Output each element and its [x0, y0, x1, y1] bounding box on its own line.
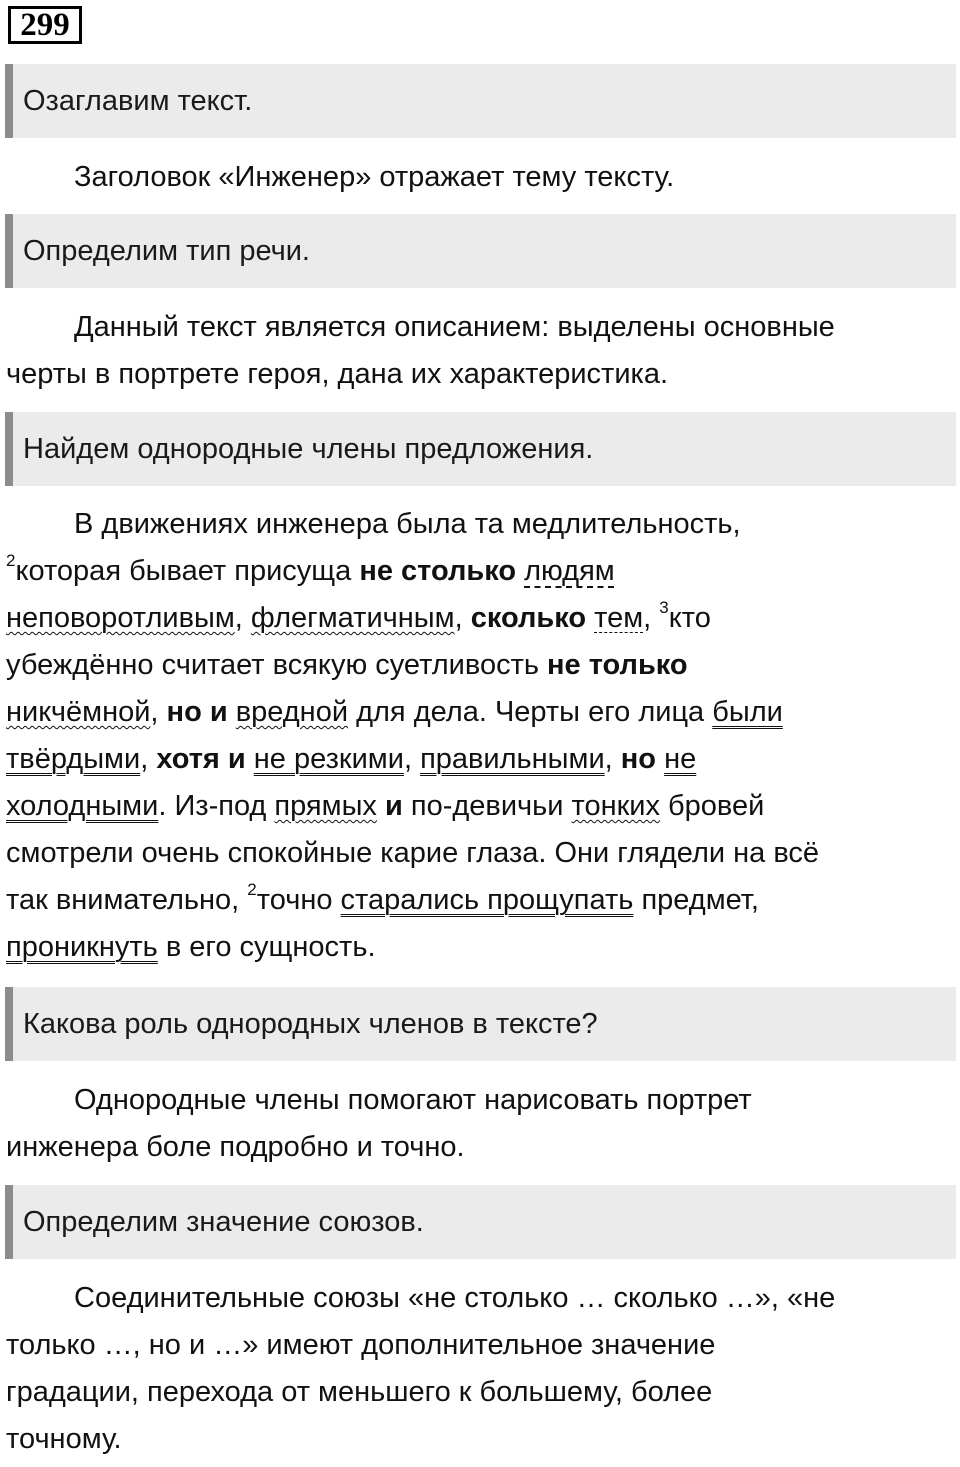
answer-speech-type: [6, 304, 941, 398]
text-fragment: [246, 743, 254, 775]
text-fragment: бровей: [660, 790, 765, 822]
text-fragment: ,: [234, 602, 251, 634]
predicate-word: не: [664, 743, 697, 775]
text-fragment: точно: [256, 884, 341, 916]
clause-number: 3: [659, 598, 669, 617]
answer-speech-type-line-2: черты в портрете героя, дана их характеристика.: [6, 358, 669, 390]
heading-conjunctions-task: Определим значение союзов.: [5, 1185, 956, 1259]
conjunction: сколько: [470, 602, 587, 634]
answer-role-line-2: инженера боле подробно и точно.: [6, 1131, 465, 1163]
answer-title: [6, 154, 941, 201]
answer-conjunctions-line-3: градации, перехода от меньшего к большему, более: [6, 1376, 713, 1408]
text-fragment: по-девичьи: [402, 790, 572, 822]
conjunction: и: [384, 790, 403, 822]
text-fragment: которая бывает присуща: [15, 555, 360, 587]
text-fragment: убеждённо считает всякую суетливость: [6, 649, 548, 681]
conjunction: не столько: [359, 555, 517, 587]
attribute-word: прямых: [274, 790, 377, 822]
clause-number: 2: [247, 880, 257, 899]
attribute-word: вредной: [235, 696, 349, 728]
conjunction: хотя и: [156, 743, 246, 775]
attribute-word: неповоротливым: [6, 602, 235, 634]
attribute-word: тонких: [571, 790, 660, 822]
text-fragment: [586, 602, 594, 634]
attribute-word: флегматичным: [250, 602, 455, 634]
text-fragment: ,: [140, 743, 157, 775]
text-fragment: смотрели очень спокойные карие глаза. Они глядели на всё: [6, 837, 820, 869]
text-fragment: [228, 696, 236, 728]
predicate-word: старались прощупать: [340, 884, 634, 916]
predicate-word: холодными: [6, 790, 159, 822]
clause-number: 2: [6, 551, 16, 570]
answer-conjunctions-line-2: только …, но и …» имеют дополнительное значение: [6, 1329, 716, 1361]
text-fragment: кто: [668, 602, 711, 634]
text-fragment: предмет,: [633, 884, 759, 916]
conjunction: но: [620, 743, 657, 775]
answer-conjunctions-line-1: Соединительные союзы «не столько … сколько …», «не: [74, 1282, 836, 1314]
predicate-word: правильными: [420, 743, 605, 775]
answer-role: [6, 1077, 941, 1171]
heading-homogeneous-task: Найдем однородные члены предложения.: [5, 412, 956, 486]
heading-speech-type-task: Определим тип речи.: [5, 214, 956, 288]
heading-role-task: Какова роль однородных членов в тексте?: [5, 987, 956, 1061]
text-fragment: [377, 790, 385, 822]
conjunction: не только: [547, 649, 688, 681]
conjunction: но и: [166, 696, 228, 728]
text-fragment: ,: [150, 696, 167, 728]
text-fragment: [656, 743, 664, 775]
predicate-word: не резкими: [253, 743, 404, 775]
text-fragment: ,: [604, 743, 621, 775]
text-fragment: ,: [643, 602, 660, 634]
text-fragment: В движениях инженера была та медлительность,: [74, 508, 741, 540]
text-fragment: [516, 555, 524, 587]
answer-title-text: Заголовок «Инженер» отражает тему тексту.: [74, 161, 675, 193]
answer-role-line-1: Однородные члены помогают нарисовать портрет: [74, 1084, 752, 1116]
attribute-word: никчёмной: [6, 696, 151, 728]
object-word: тем: [594, 602, 644, 634]
text-fragment: . Из-под: [158, 790, 275, 822]
predicate-word: проникнуть: [6, 931, 158, 963]
predicate-word: были: [712, 696, 783, 728]
answer-speech-type-line-1: Данный текст является описанием: выделены основные: [74, 311, 835, 343]
text-fragment: для дела. Черты его лица: [348, 696, 713, 728]
predicate-word: твёрдыми: [6, 743, 141, 775]
exercise-number: 299: [8, 6, 82, 44]
answer-conjunctions: [6, 1275, 941, 1463]
text-fragment: так внимательно,: [6, 884, 248, 916]
heading-title-task: Озаглавим текст.: [5, 64, 956, 138]
object-word: людям: [524, 555, 615, 587]
text-fragment: ,: [454, 602, 471, 634]
text-fragment: в его сущность.: [157, 931, 376, 963]
text-fragment: ,: [403, 743, 421, 775]
analyzed-text: [6, 501, 941, 971]
answer-conjunctions-line-4: точному.: [6, 1423, 122, 1455]
